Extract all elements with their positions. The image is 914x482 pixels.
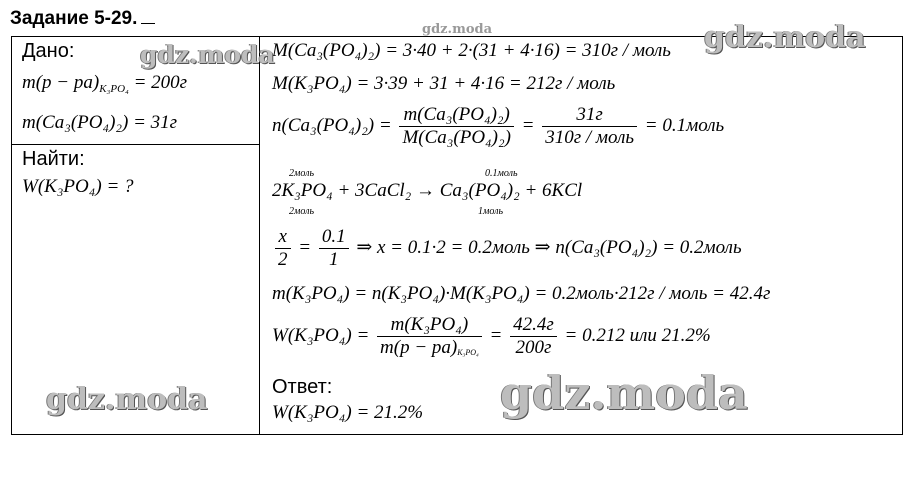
equation-molar-mass-ca3po42: M(Ca₃(PO₄)₂) = 3·40 + 2·(31 + 4·16) = 310г / моль (272, 40, 671, 61)
equation-mass-k3po4: m(K₃PO₄) = n(K₃PO₄)·M(K₃PO₄) = 0.2моль·212г / моль = 42.4г (272, 283, 771, 304)
proportion-equation: $\frac{x}{2}$ = $\frac{0.1}{1}$ ⇒ x = 0.1·2 = 0.2моль ⇒ n(Ca₃(PO₄)₂) = 0.2моль (272, 226, 742, 271)
given-solution-mass: $m(p - pa)_{K_3PO_4} = 200г$ (22, 72, 188, 95)
watermark-top-right: gdz.moda (704, 20, 866, 55)
reaction-label-bottom-1: 2моль (289, 206, 315, 217)
reaction-label-top-2: 0.1моль (485, 168, 518, 179)
given-find-divider (11, 144, 260, 145)
task-title: Задание 5-29. (10, 8, 155, 30)
answer-heading: Ответ: (272, 376, 333, 398)
find-mass-fraction: W(K₃PO₄) = ? (22, 176, 134, 197)
reaction-label-top-1: 2моль (289, 168, 315, 179)
column-divider (259, 36, 260, 435)
given-heading: Дано: (22, 40, 75, 62)
given-precipitate-mass: m(Ca₃(PO₄)₂) = 31г (22, 112, 178, 133)
reaction-label-bottom-2: 1моль (478, 206, 504, 217)
equation-mass-fraction: W(K₃PO₄) = $\frac{\text{m(K₃PO₄)}}{m(p - pa)_{K_3PO_4}}$ = $\frac{42.4г}{200г}$ = 0.212 или 21.2% (272, 314, 711, 358)
watermark-bottom-left: gdz.moda (46, 382, 208, 417)
watermark-top-center: gdz.moda (422, 22, 493, 37)
reaction-equation: 2K₃PO₄ + 3CaCl₂ → Ca₃(PO₄)₂ + 6KCl (272, 180, 583, 201)
find-heading: Найти: (22, 148, 85, 170)
equation-molar-mass-k3po4: M(K₃PO₄) = 3·39 + 31 + 4·16 = 212г / моль (272, 73, 616, 94)
watermark-middle-left: gdz.moda (140, 40, 275, 69)
answer-value: W(K₃PO₄) = 21.2% (272, 402, 424, 423)
watermark-bottom-center: gdz.moda (500, 366, 748, 420)
equation-moles-precipitate: n(Ca₃(PO₄)₂) = $\frac{\text{m(Ca₃(PO₄)₂)}}{\text{M(Ca₃(PO₄)₂)}}$ = $\frac{31г}{\text{310г / моль}}$ = 0.1моль (272, 104, 725, 148)
